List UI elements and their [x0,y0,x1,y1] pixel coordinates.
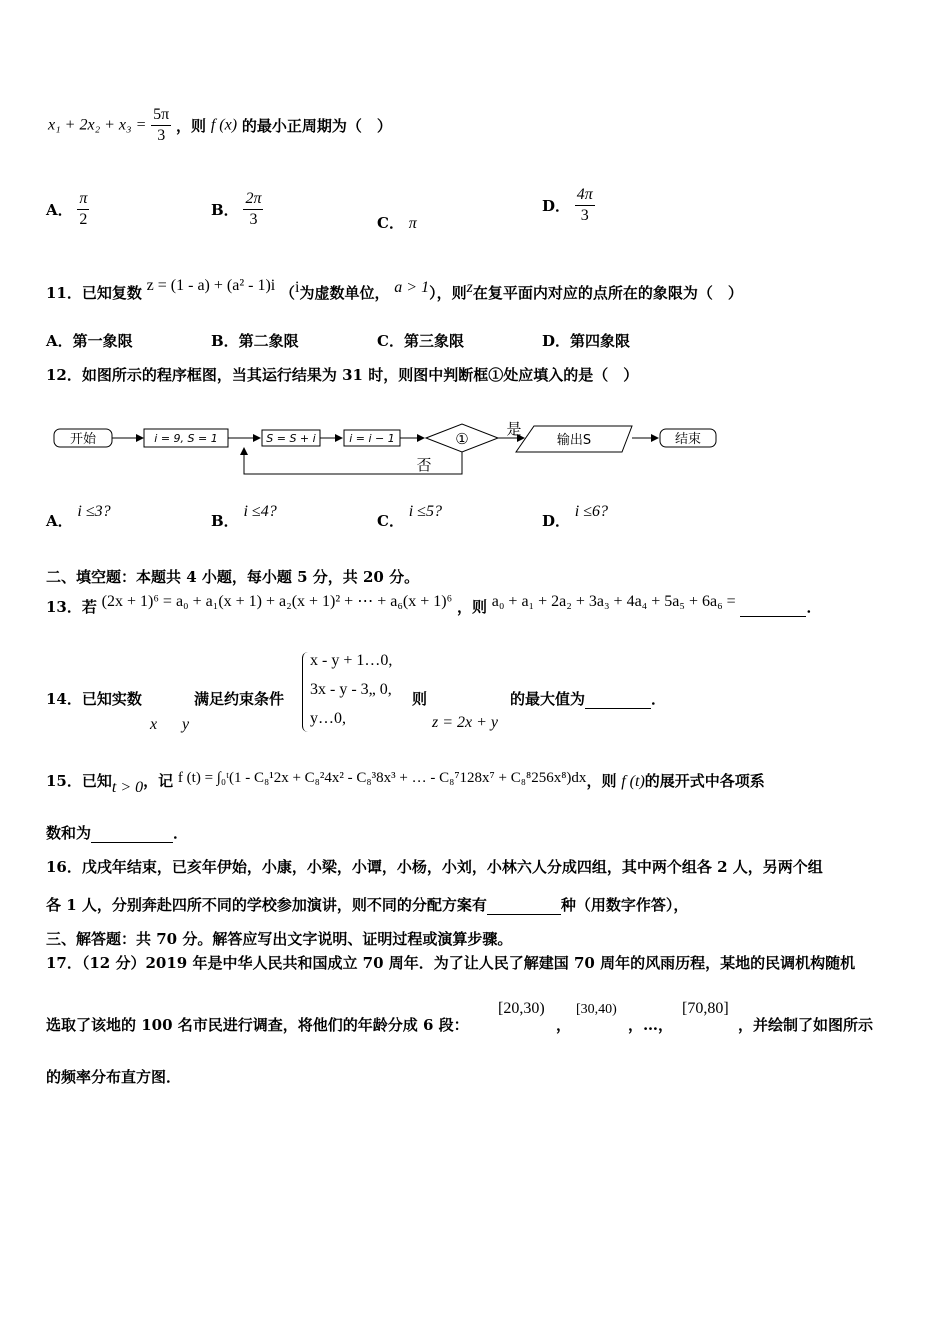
q14-constraint-3: y…0, [310,710,346,727]
flow-decision-label: ① [455,430,469,448]
q15-integral: f (t) = ∫₀ᵗ(1 - C₈¹2x + C₈²4x² - C₈³8x³ + … - C₈⁷128x⁷ + C₈⁸256x⁸)dx [177,770,587,786]
q12-option-b[interactable]: B． i ≤4? [211,503,277,530]
q15-line2: 数和为 ． [46,824,189,842]
q11-option-a[interactable]: A．第一象限 [46,332,133,350]
q10-condition: x₁ + 2x₂ + x₃ = [48,116,147,134]
q17-sep-1: ， [556,1016,572,1034]
q10-text: ，则 [176,117,207,135]
q12-option-a[interactable]: A． i ≤3? [46,503,111,530]
q14-text-then: 则 [412,690,428,708]
q11-stem: 11．已知复数 z = (1 - a) + (a² - 1)i （i为虚数单位， a > 1），则z在复平面内对应的点所在的象限为（ ） [46,277,743,302]
section-3-heading: 三、解答题：共 70 分。解答应写出文字说明、证明过程或演算步骤。 [46,930,513,948]
q17-line1: 17．（12 分）2019 年是中华人民共和国成立 70 周年．为了让人民了解建国 70 周年的风雨历程，某地的民调机构随机 [46,954,856,972]
q10-stem [48,106,392,145]
q17-line2-tail: ，并绘制了如图所示 [738,1016,874,1034]
flow-step1-label: S = S + i [266,432,316,445]
q13-answer-blank[interactable] [740,598,806,617]
q17-interval-1: [20,30) [498,1000,545,1017]
q17-sep-2: ，…， [628,1016,674,1034]
q10-option-c[interactable]: C． π [377,214,417,232]
q12-option-c[interactable]: C． i ≤5? [377,503,442,530]
q11-option-d[interactable]: D．第四象限 [542,332,631,350]
q12-option-d[interactable]: D． i ≤6? [542,503,609,530]
q10-fraction: $\frac{5\pi}{3}$ [153,106,170,144]
q11-expr: z = (1 - a) + (a² - 1)i [146,277,276,294]
q13-expr2: a₀ + a₁ + 2a₂ + 3a₃ + 4a₄ + 5a₅ + 6a₆ = [491,593,736,610]
q10-option-b[interactable]: B． $\frac{2\pi}{3}$ [211,190,262,228]
q16-line2: 各 1 人，分别奔赴四所不同的学校参加演讲，则不同的分配方案有 种（用数字作答）， [46,896,689,914]
flow-start-label: 开始 [69,432,97,447]
q15-stem: 15．已知t > 0，记 f (t) = ∫₀ᵗ(1 - C₈¹2x + C₈²4x² - C₈³8x³ + … - C₈⁷128x⁷ + C₈⁸256x⁸)dx，则 f (t)的展开式中各项系 [46,770,765,796]
section-2-heading: 二、填空题：本题共 4 小题，每小题 5 分，共 20 分。 [46,568,420,586]
q11-option-b[interactable]: B．第二象限 [211,332,299,350]
q10-text2: 的最小正周期为（ ） [241,117,392,135]
q15-answer-blank[interactable] [91,824,173,843]
q17-line2: 选取了该地的 100 名市民进行调查，将他们的年龄分成 6 段： [46,1016,469,1034]
q13-expr: (2x + 1)⁶ = a₀ + a₁(x + 1) + a₂(x + 1)² + ⋯ + a₆(x + 1)⁶ [101,593,453,610]
q16-answer-blank[interactable] [487,896,561,915]
q14-constraint-1: x - y + 1…0, [310,652,393,669]
q14-objective: z = 2x + y [432,714,499,731]
q10-option-a[interactable]: A． $\frac{\pi}{2}$ [46,190,88,228]
q14-answer-blank[interactable] [585,690,651,709]
q17-interval-3: [70,80] [682,1000,729,1017]
q12-flowchart [48,412,748,482]
q17-interval-2: [30,40) [576,1002,617,1017]
q12-stem: 12．如图所示的程序框图，当其运行结果为 31 时，则图中判断框①处应填入的是（ ） [46,366,639,384]
flow-output-label: 输出S [556,433,592,448]
q13-stem: 13．若 (2x + 1)⁶ = a₀ + a₁(x + 1) + a₂(x + 1)² + ⋯ + a₆(x + 1)⁶ ，则 a₀ + a₁ + 2a₂ + 3a₃ + 4a₄ + 5a₅ + 6a₆ = ． [46,593,822,616]
q14-var-x: x [150,716,158,733]
q14-number: 14．已知实数 [46,690,142,708]
q14-constraint-2: 3x - y - 3„ 0, [310,681,392,698]
flow-step2-label: i = i − 1 [349,432,395,445]
flow-init-label: i = 9, S = 1 [154,432,218,445]
flow-end-label: 结束 [674,432,702,447]
q17-line3: 的频率分布直方图． [46,1068,182,1086]
q10-option-d[interactable]: D． $\frac{4\pi}{3}$ [542,186,593,224]
q16-line1: 16．戊戌年结束，已亥年伊始，小康，小梁，小谭，小杨，小刘，小林六人分成四组，其中两个组各 2 人，另两个组 [46,858,823,876]
q11-option-c[interactable]: C．第三象限 [377,332,464,350]
q14-constraint-brace [302,652,309,732]
q14-text-tail: 的最大值为 ． [510,690,667,708]
flow-no-label: 否 [416,456,432,474]
q10-func: f (x) [210,116,238,134]
flow-yes-label: 是 [506,420,522,438]
q14-text-mid: 满足约束条件 [194,690,285,708]
q14-var-y: y [182,716,190,733]
